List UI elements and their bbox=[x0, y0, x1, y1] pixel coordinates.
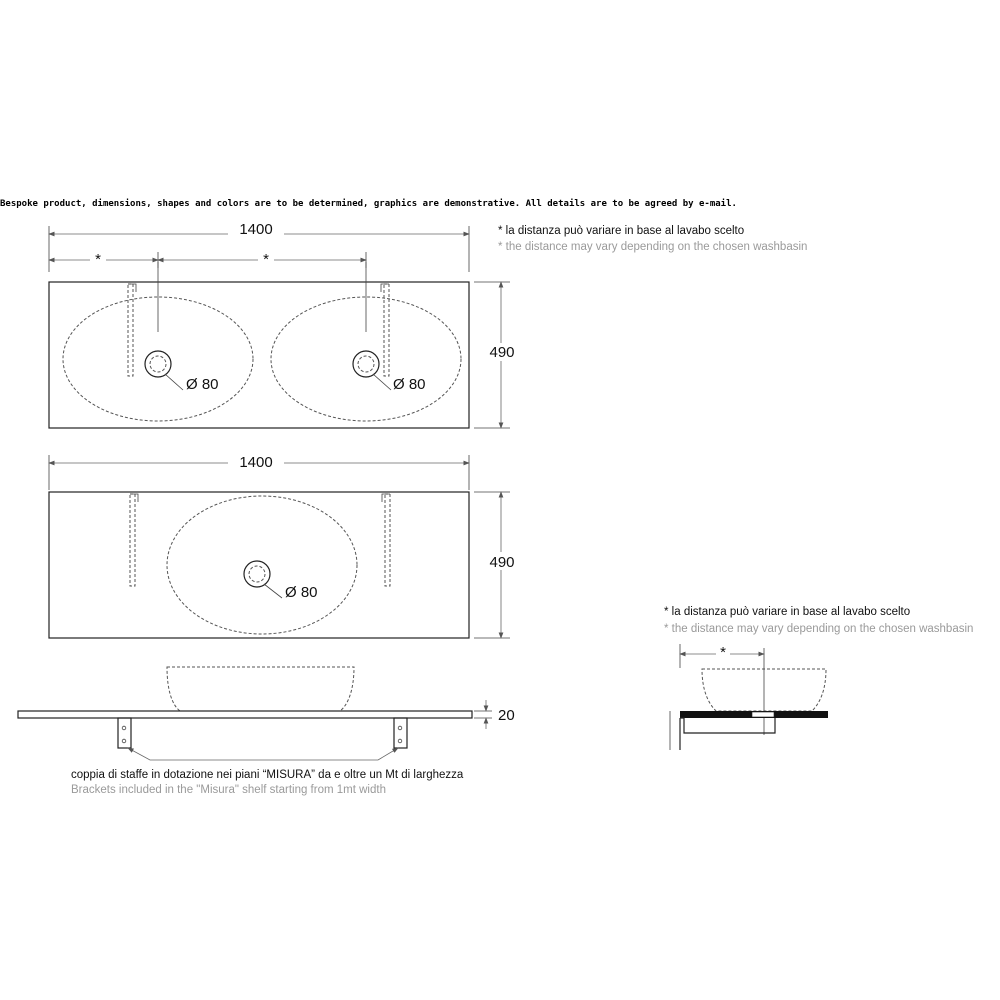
top-view-double-basin bbox=[49, 221, 520, 428]
brackets-note-italian: coppia di staffe in dotazione nei piani “MISURA” da e oltre un Mt di larghezza bbox=[71, 769, 464, 781]
drain-right bbox=[353, 351, 379, 377]
detail-bracket bbox=[680, 718, 775, 750]
thickness-label: 20 bbox=[498, 707, 515, 724]
detail-note-english: * the distance may vary depending on the chosen washbasin bbox=[664, 623, 974, 635]
detail-note-italian: * la distanza può variare in base al lavabo scelto bbox=[664, 606, 911, 618]
note-top-english: * the distance may vary depending on the chosen washbasin bbox=[498, 241, 808, 253]
countertop-outline bbox=[49, 282, 469, 428]
side-view bbox=[18, 667, 515, 796]
brackets-note-english: Brackets included in the "Misura" shelf starting from 1mt width bbox=[71, 784, 386, 796]
detail-view bbox=[664, 606, 973, 750]
bracket-leader bbox=[128, 748, 398, 760]
drain-right-label: Ø 80 bbox=[393, 376, 426, 393]
shelf-side bbox=[18, 711, 472, 718]
drain-label: Ø 80 bbox=[285, 584, 318, 601]
bracket-left-side bbox=[118, 718, 131, 748]
bracket-right-side bbox=[394, 718, 407, 748]
basin-profile bbox=[167, 667, 354, 711]
depth-label: 490 bbox=[489, 554, 515, 571]
disclaimer-text: Bespoke product, dimensions, shapes and colors are to be determined, graphics are demonstrative. All details are to be agreed by e-mail. bbox=[0, 199, 737, 209]
drain-left bbox=[145, 351, 171, 377]
note-top-italian: * la distanza può variare in base al lavabo scelto bbox=[498, 225, 745, 237]
countertop-outline bbox=[49, 492, 469, 638]
spacing-left-label: * bbox=[95, 251, 101, 268]
drain-left-label: Ø 80 bbox=[186, 376, 219, 393]
width-label: 1400 bbox=[239, 221, 273, 238]
depth-label: 490 bbox=[489, 344, 515, 361]
drain bbox=[244, 561, 270, 587]
basin bbox=[167, 496, 357, 634]
spacing-right-label: * bbox=[263, 251, 269, 268]
bracket-left bbox=[128, 284, 136, 376]
detail-spacing-label: * bbox=[720, 644, 726, 661]
top-view-single-basin bbox=[49, 451, 520, 638]
bracket-right bbox=[382, 494, 390, 586]
width-label: 1400 bbox=[239, 454, 273, 471]
bracket-left bbox=[130, 494, 138, 586]
